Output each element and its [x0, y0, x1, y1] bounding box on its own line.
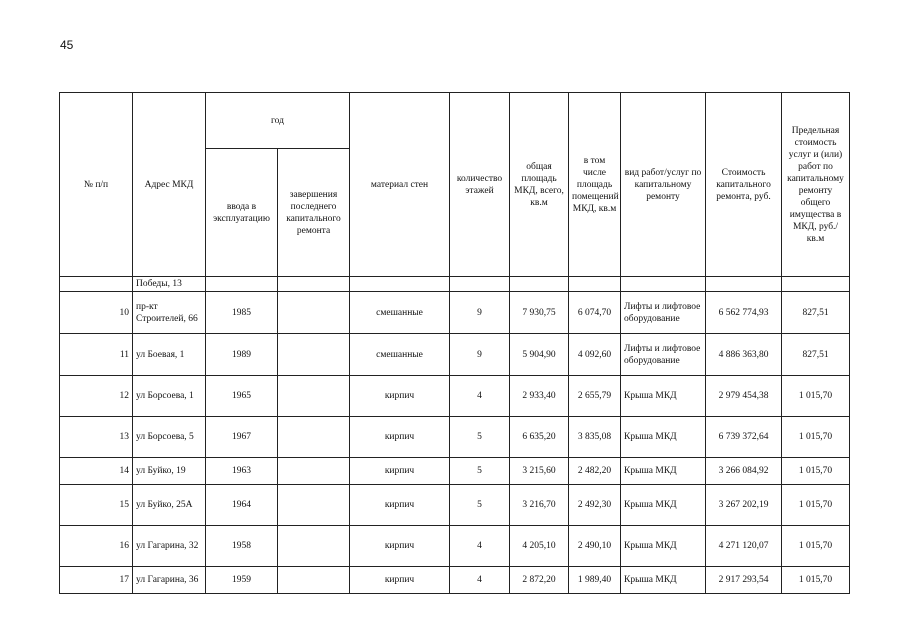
cell-area-total: 4 205,10: [510, 526, 569, 567]
header-material: материал стен: [350, 93, 450, 277]
page-number: 45: [60, 38, 74, 52]
header-year-built: ввода в эксплуатацию: [206, 149, 278, 277]
cell-num: 12: [60, 376, 133, 417]
header-address: Адрес МКД: [133, 93, 206, 277]
cell-cost: 3 266 084,92: [706, 458, 782, 485]
cell-repair: [278, 292, 350, 334]
cell-material: кирпич: [350, 417, 450, 458]
cell-year: 1959: [206, 567, 278, 594]
cell-floors: 9: [450, 334, 510, 376]
cell-cost: 2 917 293,54: [706, 567, 782, 594]
cell-year: 1967: [206, 417, 278, 458]
cell-work: Крыша МКД: [621, 485, 706, 526]
cell-max-cost: 1 015,70: [782, 417, 850, 458]
cell-work: Крыша МКД: [621, 376, 706, 417]
cell-cost: 3 267 202,19: [706, 485, 782, 526]
table-row: [60, 376, 850, 417]
cell-floors: 5: [450, 458, 510, 485]
cell-area-total: 7 930,75: [510, 292, 569, 334]
cell-repair: [278, 526, 350, 567]
table-row: [60, 485, 850, 526]
cell-max-cost: 827,51: [782, 292, 850, 334]
cell-floors: 9: [450, 292, 510, 334]
cell-address: ул Борсоева, 5: [133, 417, 206, 458]
cell-num: 17: [60, 567, 133, 594]
cell-material: смешанные: [350, 334, 450, 376]
cell-max-cost: 1 015,70: [782, 458, 850, 485]
table-row: [60, 334, 850, 376]
cell-cost: 6 562 774,93: [706, 292, 782, 334]
cell-num: 15: [60, 485, 133, 526]
header-year-group: год: [206, 93, 350, 149]
cell-max-cost: 1 015,70: [782, 567, 850, 594]
header-work-type: вид работ/услуг по капитальному ремонту: [621, 93, 706, 277]
cell-repair: [278, 485, 350, 526]
header-area-rooms: в том числе площадь помещений МКД, кв.м: [569, 93, 621, 277]
cell-area-rooms: 1 989,40: [569, 567, 621, 594]
cell-material: кирпич: [350, 526, 450, 567]
cell-year: 1958: [206, 526, 278, 567]
cell-address: ул Гагарина, 32: [133, 526, 206, 567]
cell-area-rooms: 6 074,70: [569, 292, 621, 334]
table-row: [60, 526, 850, 567]
cell-work: Крыша МКД: [621, 567, 706, 594]
cell-area-total: 3 216,70: [510, 485, 569, 526]
cell-material: кирпич: [350, 458, 450, 485]
cell-repair: [278, 417, 350, 458]
cell-work: Лифты и лифтовое оборудование: [621, 334, 706, 376]
cell-num: 16: [60, 526, 133, 567]
cell-work: Крыша МКД: [621, 526, 706, 567]
cell-repair: [278, 458, 350, 485]
cell-cost: 6 739 372,64: [706, 417, 782, 458]
cell-num: 10: [60, 292, 133, 334]
cell-repair: [278, 376, 350, 417]
cell-floors: 4: [450, 376, 510, 417]
cell-material: кирпич: [350, 567, 450, 594]
cell-material: смешанные: [350, 292, 450, 334]
cell-floors: 5: [450, 417, 510, 458]
cell-num: 14: [60, 458, 133, 485]
cell-address: ул Гагарина, 36: [133, 567, 206, 594]
header-year-repair: завершения последнего капитального ремонта: [278, 149, 350, 277]
cell-max-cost: 1 015,70: [782, 485, 850, 526]
cell-address: ул Буйко, 19: [133, 458, 206, 485]
cell-area-rooms: 2 492,30: [569, 485, 621, 526]
cell-address: ул Боевая, 1: [133, 334, 206, 376]
cell-year: 1964: [206, 485, 278, 526]
cell-area-total: 3 215,60: [510, 458, 569, 485]
cell-area-total: 2 933,40: [510, 376, 569, 417]
cell-floors: 5: [450, 485, 510, 526]
header-floors: количество этажей: [450, 93, 510, 277]
cell-area-rooms: 3 835,08: [569, 417, 621, 458]
header-row-1: [60, 93, 850, 149]
cell-work: Лифты и лифтовое оборудование: [621, 292, 706, 334]
cell-floors: 4: [450, 567, 510, 594]
cell-area-rooms: 2 655,79: [569, 376, 621, 417]
table-row: [60, 292, 850, 334]
cell-area-total: 6 635,20: [510, 417, 569, 458]
repair-table: [59, 92, 850, 594]
cell-year: 1963: [206, 458, 278, 485]
cell-max-cost: 1 015,70: [782, 526, 850, 567]
cell-year: 1985: [206, 292, 278, 334]
header-area-total: общая площадь МКД, всего, кв.м: [510, 93, 569, 277]
cell-year: 1965: [206, 376, 278, 417]
cell-address: пр-кт Строителей, 66: [133, 292, 206, 334]
header-cost: Стоимость капитального ремонта, руб.: [706, 93, 782, 277]
cell-cost: 4 271 120,07: [706, 526, 782, 567]
cell-area-total: 5 904,90: [510, 334, 569, 376]
cell-year: 1989: [206, 334, 278, 376]
cell-area-rooms: 4 092,60: [569, 334, 621, 376]
cell-floors: 4: [450, 526, 510, 567]
table-row: [60, 417, 850, 458]
cell-area-total: 2 872,20: [510, 567, 569, 594]
cell-material: кирпич: [350, 485, 450, 526]
cell-max-cost: 827,51: [782, 334, 850, 376]
cell-max-cost: 1 015,70: [782, 376, 850, 417]
header-num: № п/п: [60, 93, 133, 277]
cell-num: 13: [60, 417, 133, 458]
cell-area-rooms: 2 490,10: [569, 526, 621, 567]
cell-repair: [278, 334, 350, 376]
cell-cost: 4 886 363,80: [706, 334, 782, 376]
cell-work: Крыша МКД: [621, 458, 706, 485]
continuation-row: [60, 277, 850, 292]
cell-area-rooms: 2 482,20: [569, 458, 621, 485]
header-max-cost: Предельная стоимость услуг и (или) работ по капитальному ремонту общего имущества в МКД, руб./кв.м: [782, 93, 850, 277]
cell-repair: [278, 567, 350, 594]
continuation-address: Победы, 13: [133, 277, 206, 292]
cell-material: кирпич: [350, 376, 450, 417]
table-row: [60, 458, 850, 485]
cell-work: Крыша МКД: [621, 417, 706, 458]
table-row: [60, 567, 850, 594]
cell-num: 11: [60, 334, 133, 376]
cell-address: ул Борсоева, 1: [133, 376, 206, 417]
cell-cost: 2 979 454,38: [706, 376, 782, 417]
cell-address: ул Буйко, 25А: [133, 485, 206, 526]
